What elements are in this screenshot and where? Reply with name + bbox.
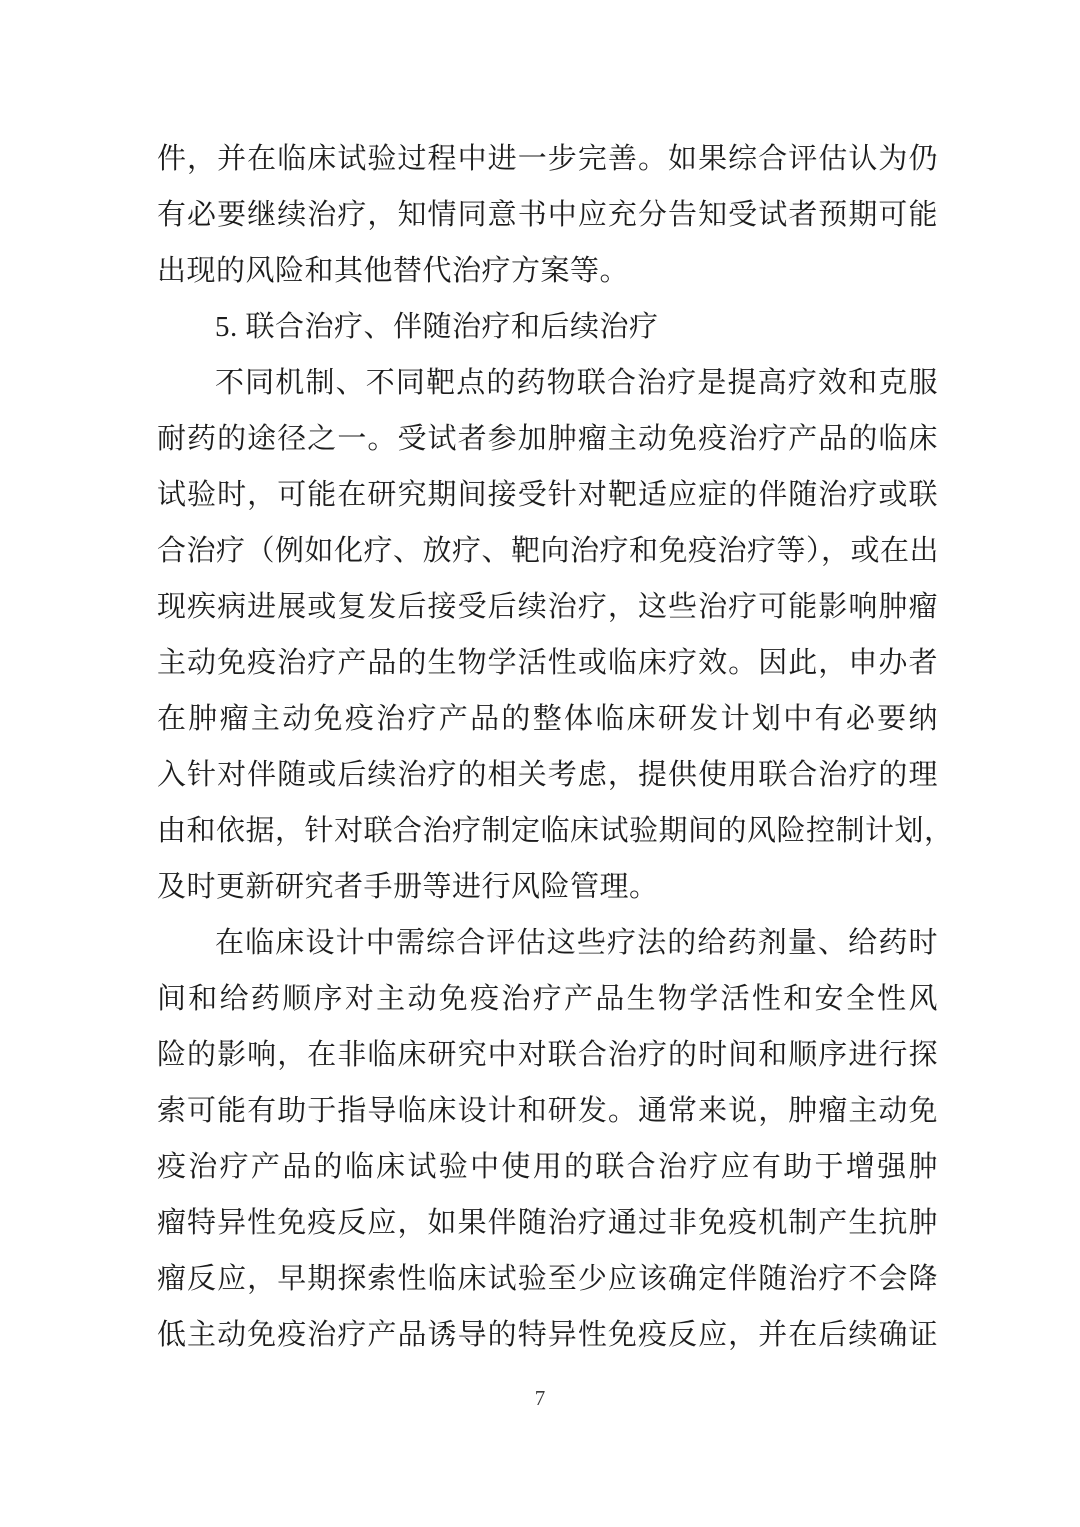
text-line: 现疾病进展或复发后接受后续治疗，这些治疗可能影响肿瘤 xyxy=(157,591,938,623)
text-line: 在肿瘤主动免疫治疗产品的整体临床研发计划中有必要纳 xyxy=(157,703,938,735)
text-line: 疫治疗产品的临床试验中使用的联合治疗应有助于增强肿 xyxy=(157,1151,938,1183)
text-line: 索可能有助于指导临床设计和研发。通常来说，肿瘤主动免 xyxy=(157,1095,938,1127)
text-line: 在临床设计中需综合评估这些疗法的给药剂量、给药时 xyxy=(215,927,938,959)
text-line: 主动免疫治疗产品的生物学活性或临床疗效。因此，申办者 xyxy=(157,647,938,679)
text-line: 出现的风险和其他替代治疗方案等。 xyxy=(157,255,630,287)
text-line: 合治疗（例如化疗、放疗、靶向治疗和免疫治疗等），或在出 xyxy=(157,535,940,567)
page-number: 7 xyxy=(534,1386,546,1410)
text-line: 试验时，可能在研究期间接受针对靶适应症的伴随治疗或联 xyxy=(157,479,938,511)
text-line: 由和依据，针对联合治疗制定临床试验期间的风险控制计划， xyxy=(157,815,954,847)
text-line: 不同机制、不同靶点的药物联合治疗是提高疗效和克服 xyxy=(215,367,938,399)
text-line: 间和给药顺序对主动免疫治疗产品生物学活性和安全性风 xyxy=(157,983,938,1015)
text-line: 耐药的途径之一。受试者参加肿瘤主动免疫治疗产品的临床 xyxy=(157,423,938,455)
text-line: 入针对伴随或后续治疗的相关考虑，提供使用联合治疗的理 xyxy=(157,759,938,791)
text-line: 瘤特异性免疫反应，如果伴随治疗通过非免疫机制产生抗肿 xyxy=(157,1207,938,1239)
text-line: 件，并在临床试验过程中进一步完善。如果综合评估认为仍 xyxy=(157,143,938,175)
text-line: 险的影响，在非临床研究中对联合治疗的时间和顺序进行探 xyxy=(157,1039,938,1071)
text-line: 瘤反应，早期探索性临床试验至少应该确定伴随治疗不会降 xyxy=(157,1263,938,1295)
text-line: 有必要继续治疗，知情同意书中应充分告知受试者预期可能 xyxy=(157,199,938,231)
text-line: 低主动免疫治疗产品诱导的特异性免疫反应，并在后续确证 xyxy=(157,1319,938,1351)
text-line: 及时更新研究者手册等进行风险管理。 xyxy=(157,871,659,903)
text-block xyxy=(157,131,954,1363)
section-heading: 5. 联合治疗、伴随治疗和后续治疗 xyxy=(215,311,659,343)
